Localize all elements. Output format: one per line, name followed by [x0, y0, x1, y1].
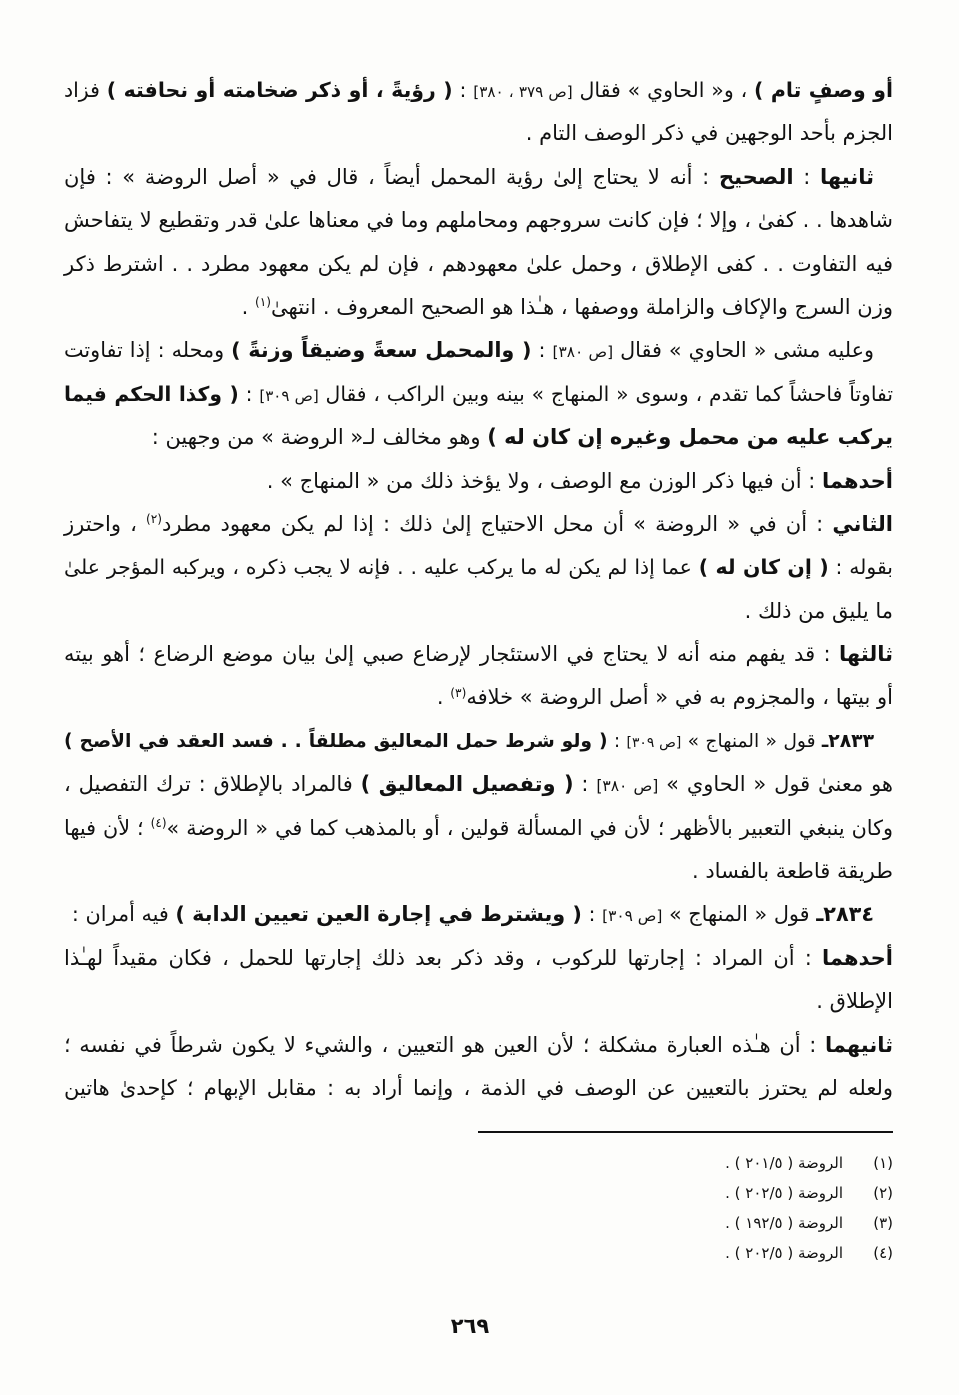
text-line — [63, 416, 893, 459]
text-line — [63, 286, 893, 329]
text-line-content — [64, 243, 893, 286]
text-line-content — [152, 416, 893, 459]
main-text — [63, 69, 893, 1110]
text-line — [63, 720, 893, 763]
text-line — [63, 546, 893, 589]
page-reference: [ص ٣٨٠] — [552, 343, 614, 362]
footnote-number: (٤) — [873, 1244, 893, 1262]
text-run: الجزم بأحد الوجهين في ذكر الوصف التام . — [525, 121, 893, 146]
text-line-content — [64, 373, 893, 418]
text-run: : — [531, 338, 553, 363]
text-run: الإطلاق . — [816, 989, 893, 1014]
text-line-content — [526, 112, 893, 155]
text-line-content — [64, 156, 874, 199]
text-run: ومحله : إذا تفاوتت — [64, 338, 232, 363]
text-line-content — [437, 676, 893, 722]
footnote — [478, 1148, 893, 1178]
text-run: فالمراد بالإطلاق : ترك التفصيل ، — [64, 772, 361, 797]
text-line — [63, 893, 893, 936]
text-run: بقوله : — [828, 555, 893, 580]
footnote — [478, 1178, 893, 1208]
bold-run: ( وكذا الحكم فيما — [64, 381, 239, 406]
bold-run: ( ويشترط في إجارة العين تعيين الدابة ) — [175, 902, 582, 927]
text-run: : — [573, 772, 597, 797]
bold-run: الثاني — [832, 511, 893, 536]
text-run: عما إذا لم يكن له ما يركب عليه . . فإنه لا يجب ذكره ، ويركبه المؤجر علىٰ — [64, 555, 699, 580]
footnote-number: (١) — [873, 1154, 893, 1172]
text-run: وهو مخالف لـ« الروضة » من وجهين : — [151, 425, 488, 450]
bold-run: ( رؤيةً ، أو ذكر ضخامته أو نحافته ) — [106, 78, 453, 102]
text-run: طريقة قاطعة بالفساد . — [691, 859, 893, 884]
footnote-separator — [478, 1131, 893, 1133]
text-line — [63, 1067, 893, 1110]
bold-run: ( إن كان له ) — [698, 555, 829, 580]
text-line-content — [72, 893, 874, 938]
text-run: : أن هـٰذه العبارة مشكلة ؛ لأن العين هو التعيين ، والشيء لا يكون شرطاً في نفسه ؛ — [64, 1032, 825, 1057]
text-run: فزاد — [63, 78, 107, 102]
footnote-marker: (٤) — [150, 815, 167, 830]
text-line — [63, 373, 893, 416]
text-line — [63, 807, 893, 850]
footnote-text: الروضة ( ٢٠٢/٥ ) . — [725, 1184, 843, 1202]
footnote-number: (٢) — [873, 1184, 893, 1202]
text-run: : — [607, 730, 627, 752]
footnote — [478, 1208, 893, 1238]
footnote-number: (٣) — [873, 1214, 893, 1232]
bold-run: الصحيح — [718, 164, 794, 189]
text-line-content — [64, 763, 893, 808]
bold-run: ثالثها — [839, 642, 893, 667]
page-reference: [ص ٣٨٠] — [596, 777, 659, 796]
footnotes — [478, 1148, 893, 1268]
bold-run: أحدهما — [822, 945, 893, 970]
text-line — [63, 460, 893, 503]
text-line — [63, 243, 893, 286]
text-line-content — [64, 546, 893, 589]
text-run: ، و« الحاوي » فقال — [572, 78, 755, 102]
text-line — [63, 156, 893, 199]
text-line-content — [64, 329, 874, 374]
bold-run: أحدهما — [822, 468, 893, 493]
text-run: : أن في « الروضة » أن محل الاحتياج إلىٰ ذلك : إذا لم يكن معهود مطرد — [162, 511, 833, 536]
page-reference: [ص ٣٠٩] — [602, 907, 663, 926]
footnote-marker: (٢) — [145, 512, 163, 526]
text-line — [63, 199, 893, 242]
footnote-marker: (٣) — [450, 685, 467, 700]
text-line — [63, 850, 893, 893]
text-run: فيه التفاوت . . كفى الإطلاق ، وحمل علىٰ معهودهم ، فإن لم يكن معهود مطرد . . اشترط ذكر — [64, 251, 893, 276]
text-line-content — [242, 286, 893, 332]
bold-run: ثانيها — [820, 164, 874, 189]
bold-run: ( وتفصيل المعاليق ) — [360, 772, 574, 797]
text-line-content — [64, 720, 874, 765]
text-run: : أن المراد : إجارتها للركوب ، وقد ذكر بعد ذلك إجارتها للحمل ، فكان مقيداً لهـٰذا — [64, 945, 822, 970]
text-run: : أنه لا يحتاج إلىٰ رؤية المحمل أيضاً ، قال في « أصل الروضة » : فإن — [64, 164, 719, 189]
text-run: أو بيتها ، والمجزوم به في « أصل الروضة » خلافه — [466, 685, 893, 710]
text-line-content — [64, 1024, 893, 1067]
text-run: : — [793, 164, 821, 189]
page-reference: [ص ٣٧٩ ، ٣٨٠] — [473, 83, 573, 101]
text-line-content — [64, 807, 893, 853]
text-line-content — [816, 980, 893, 1023]
text-line — [63, 329, 893, 372]
bold-run: ٢٨٣٣ـ — [821, 730, 874, 752]
footnote-text: الروضة ( ٢٠١/٥ ) . — [725, 1154, 843, 1172]
page-reference: [ص ٣٠٩] — [259, 386, 319, 405]
text-line-content — [64, 503, 893, 549]
bold-run: أو وصفٍ تام ) — [754, 78, 893, 102]
text-line — [63, 980, 893, 1023]
bold-run: ( ولو شرط حمل المعاليق مطلقاً . . فسد العقد في الأصح ) — [64, 730, 608, 752]
text-run: قول « المنهاج » — [681, 730, 822, 752]
text-run: : — [452, 78, 474, 102]
text-run: ما يليق من ذلك . — [744, 598, 893, 623]
text-line — [63, 676, 893, 719]
text-run: . — [241, 294, 255, 319]
page-number: ٢٦٩ — [450, 1314, 490, 1338]
bold-run: ثانيهما — [824, 1032, 893, 1057]
text-line — [63, 69, 893, 112]
text-run: : — [238, 381, 260, 406]
text-line — [63, 503, 893, 546]
text-run: : — [581, 902, 603, 927]
text-run: : قد يفهم منه أنه لا يحتاج في الاستئجار لإرضاع صبي إلىٰ بيان موضع الرضاع ؛ أهو بيته — [64, 642, 840, 667]
text-run: ؛ لأن فيها — [64, 815, 151, 840]
text-line-content — [64, 69, 893, 114]
text-run: وكان ينبغي التعبير بالأظهر ؛ لأن في المسألة قولين ، أو بالمذهب كما في « الروضة » — [166, 815, 893, 840]
footnote-text: الروضة ( ٢٠٢/٥ ) . — [725, 1244, 843, 1262]
text-line-content — [64, 937, 893, 980]
text-run: . — [436, 685, 451, 710]
page-reference: [ص ٣٠٩] — [626, 734, 682, 751]
footnote-marker: (١) — [254, 295, 272, 310]
text-line — [63, 590, 893, 633]
text-run: وزن السرج والإكاف والزاملة ووصفها ، هـٰذا هو الصحيح المعروف . انتهىٰ — [271, 294, 893, 319]
footnote — [478, 1238, 893, 1268]
text-run: وعليه مشى « الحاوي » فقال — [613, 338, 874, 363]
bold-run: يركب عليه من محمل وغيره إن كان له ) — [487, 425, 893, 450]
text-line — [63, 937, 893, 980]
bold-run: ( والمحمل سعةً وضيقاً وزنةً ) — [231, 338, 532, 363]
text-run: تفاوتاً فاحشاً كما تقدم ، وسوى « المنهاج » بينه وبين الراكب ، فقال — [318, 381, 893, 406]
text-line — [63, 1024, 893, 1067]
footnote-text: الروضة ( ١٩٢/٥ ) . — [725, 1214, 843, 1232]
text-line-content — [692, 850, 893, 893]
text-run: شاهدها . . كفىٰ ، وإلا ؛ فإن كانت سروجهم ومحاملهم وما في معناها علىٰ قدر وتقطيع لا يتفاحش — [64, 208, 893, 233]
text-line — [63, 633, 893, 676]
text-run: ، واحترز — [64, 511, 146, 536]
text-line-content — [64, 633, 893, 676]
text-line-content — [64, 1067, 893, 1110]
text-run: قول « المنهاج » — [662, 902, 817, 927]
text-run: ولعله لم يحترز بالتعيين عن الوصف في الذمة ، وإنما أراد به : مقابل الإبهام ؛ كإحدىٰ هاتين — [64, 1075, 893, 1100]
text-line-content — [745, 590, 893, 633]
text-line — [63, 112, 893, 155]
text-line-content — [267, 460, 893, 503]
text-run: هو معنىٰ قول « الحاوي » — [658, 772, 893, 797]
text-line — [63, 763, 893, 806]
text-line-content — [64, 199, 893, 242]
text-run: : أن فيها ذكر الوزن مع الوصف ، ولا يؤخذ ذلك من « المنهاج » . — [266, 468, 822, 493]
text-run: فيه أمران : — [71, 902, 176, 927]
bold-run: ٢٨٣٤ـ — [816, 902, 874, 927]
